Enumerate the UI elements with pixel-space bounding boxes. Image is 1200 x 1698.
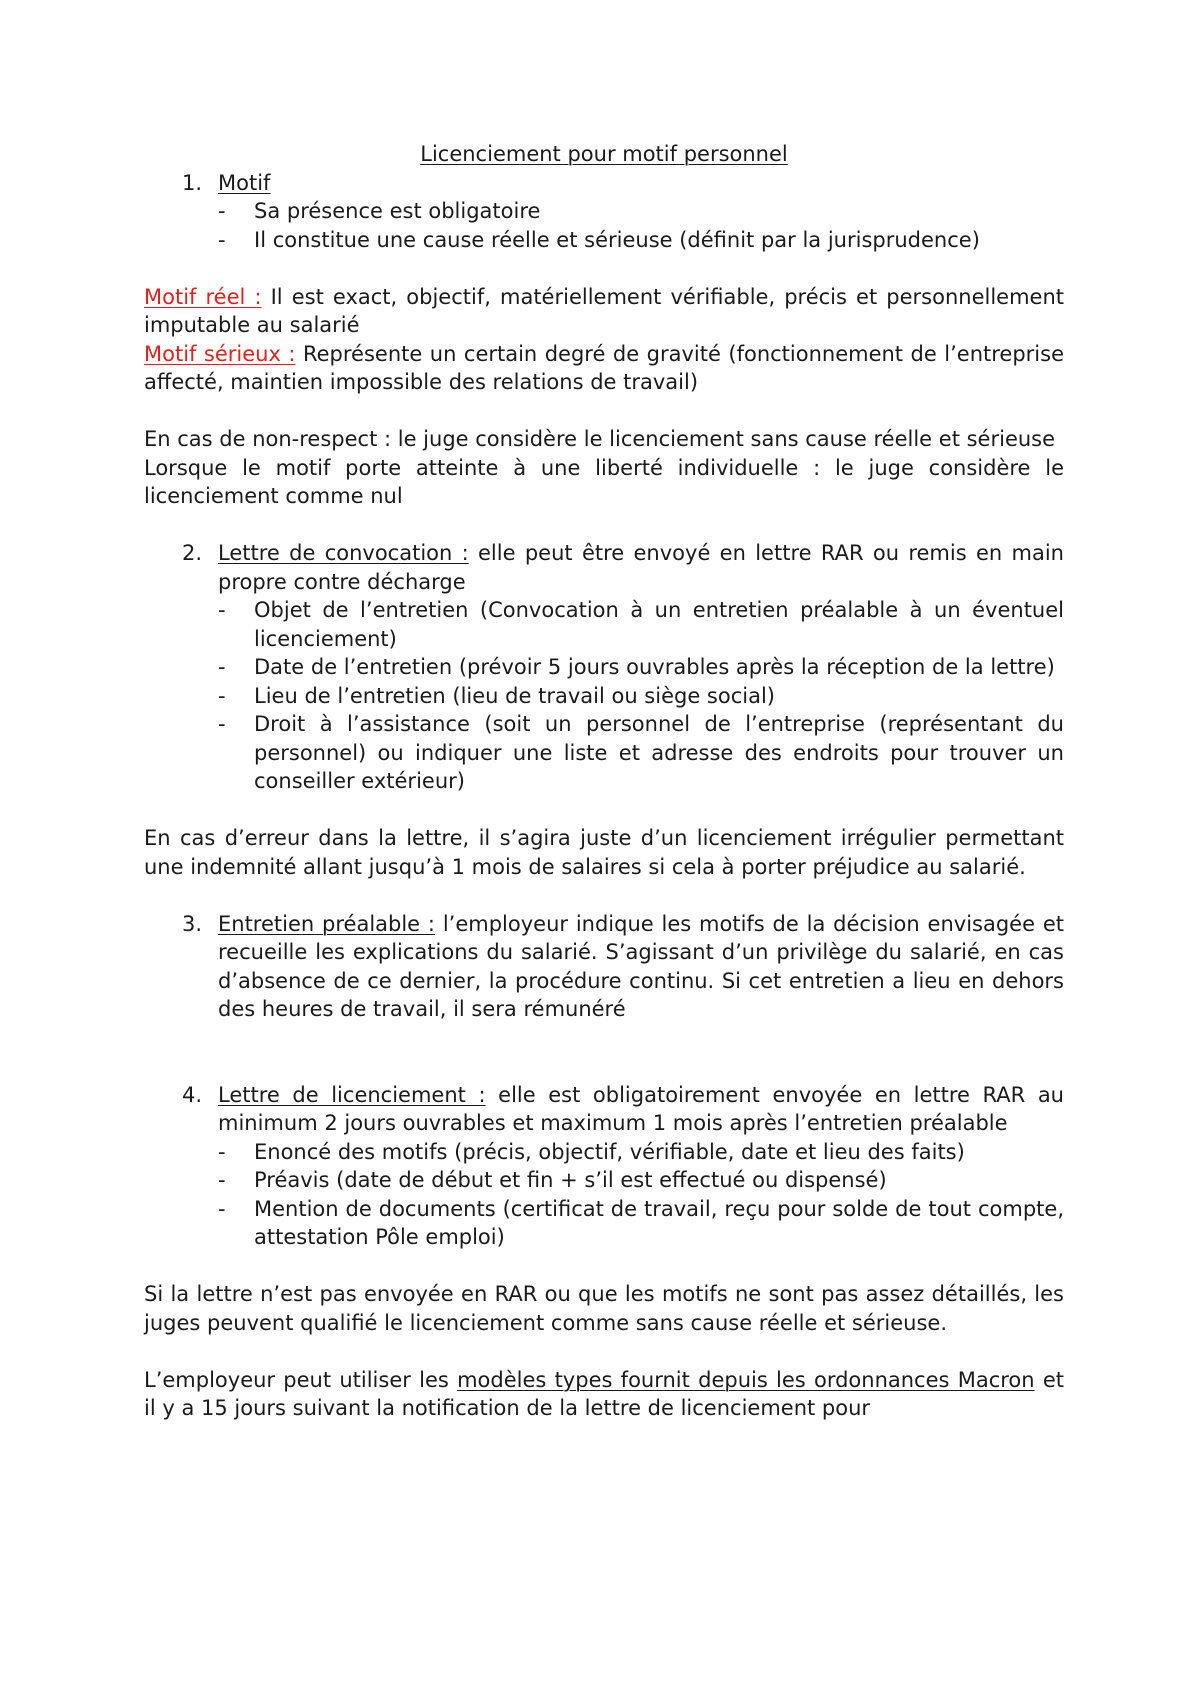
list-item: - Date de l’entretien (prévoir 5 jours ouvrables après la réception de la lettre) [218,655,1055,679]
section-number: 4. [182,1082,203,1107]
document-title: Licenciement pour motif personnel [420,142,788,166]
section-1 [144,169,1064,198]
list-item: - Mention de documents (certificat de travail, reçu pour solde de tout compte, attestation Pôle emploi) [218,1196,1064,1249]
section-number: 1. [182,170,203,195]
section-heading: Motif [218,170,271,195]
list-item: - Enoncé des motifs (précis, objectif, vérifiable, date et lieu des faits) [218,1139,965,1164]
document-page [144,140,1064,1423]
section-4-list [218,1138,1064,1252]
section-number: 2. [182,541,203,565]
motif-serieux-paragraph: Motif sérieux : Représente un certain degré de gravité (fonctionnement de l’entreprise affecté, maintien impossible des relations de travail) [144,341,1065,394]
paragraph-erreur: En cas d’erreur dans la lettre, il s’agira juste d’un licenciement irrégulier permettant une indemnité allant jusqu’à 1 mois de salaires si cela à porter préjudice au salarié. [144,826,1064,879]
paragraph-rar: Si la lettre n’est pas envoyée en RAR ou que les motifs ne sont pas assez détaillés, les juges peuvent qualifié le licenciement comme sans cause réelle et sérieuse. [144,1282,1064,1335]
motif-serieux-label: Motif sérieux : [144,341,296,366]
list-item: - Objet de l’entretien (Convocation à un entretien préalable à un éventuel licenciement) [218,598,1064,651]
section-2-list [218,596,1064,796]
motif-reel-paragraph: Motif réel : Il est exact, objectif, matériellement vérifiable, précis et personnellement imputable au salarié [144,284,1064,337]
list-item: - Sa présence est obligatoire [218,199,541,223]
paragraph-liberte: Lorsque le motif porte atteinte à une liberté individuelle : le juge considère le licenciement comme nul [144,455,1064,508]
section-3: 3. Entretien préalable : l’employeur indique les motifs de la décision envisagée et recueille les explications du salarié. S’agissant d’un privilège du salarié, en cas d’absence de ce dernier, la procédure continu. Si cet entretien a lieu en dehors des heures de travail, il sera rémunéré [182,911,1064,1021]
paragraph-final: L’employeur peut utiliser les modèles types fournit depuis les ordonnances Macron et il y a 15 jours suivant la notification de la lettre de licenciement pour [144,1367,1064,1420]
section-2: 2. Lettre de convocation : elle peut être envoyé en lettre RAR ou remis en main propre contre décharge [182,541,1064,594]
list-item: - Droit à l’assistance (soit un personnel de l’entreprise (représentant du personnel) ou indiquer une liste et adresse des endroits pour trouver un conseiller extérieur) [218,712,1064,793]
section-1-list [218,197,1064,254]
section-4: 4. Lettre de licenciement : elle est obligatoirement envoyée en lettre RAR au minimum 2 jours ouvrables et maximum 1 mois après l’entretien préalable [182,1082,1064,1135]
list-item: - Préavis (date de début et fin + s’il est effectué ou dispensé) [218,1168,887,1192]
list-item: - Il constitue une cause réelle et sérieuse (définit par la jurisprudence) [218,227,980,252]
section-heading: Lettre de licenciement : [218,1082,486,1107]
list-item: - Lieu de l’entretien (lieu de travail ou siège social) [218,683,775,708]
modeles-types-link-text: modèles types fournit depuis les ordonnances Macron [457,1367,1035,1392]
section-heading: Lettre de convocation : [218,541,469,565]
section-heading: Entretien préalable : [218,911,435,936]
section-number: 3. [182,911,203,936]
paragraph-non-respect: En cas de non-respect : le juge considère le licenciement sans cause réelle et sérieuse [144,427,1056,451]
motif-reel-label: Motif réel : [144,284,262,309]
